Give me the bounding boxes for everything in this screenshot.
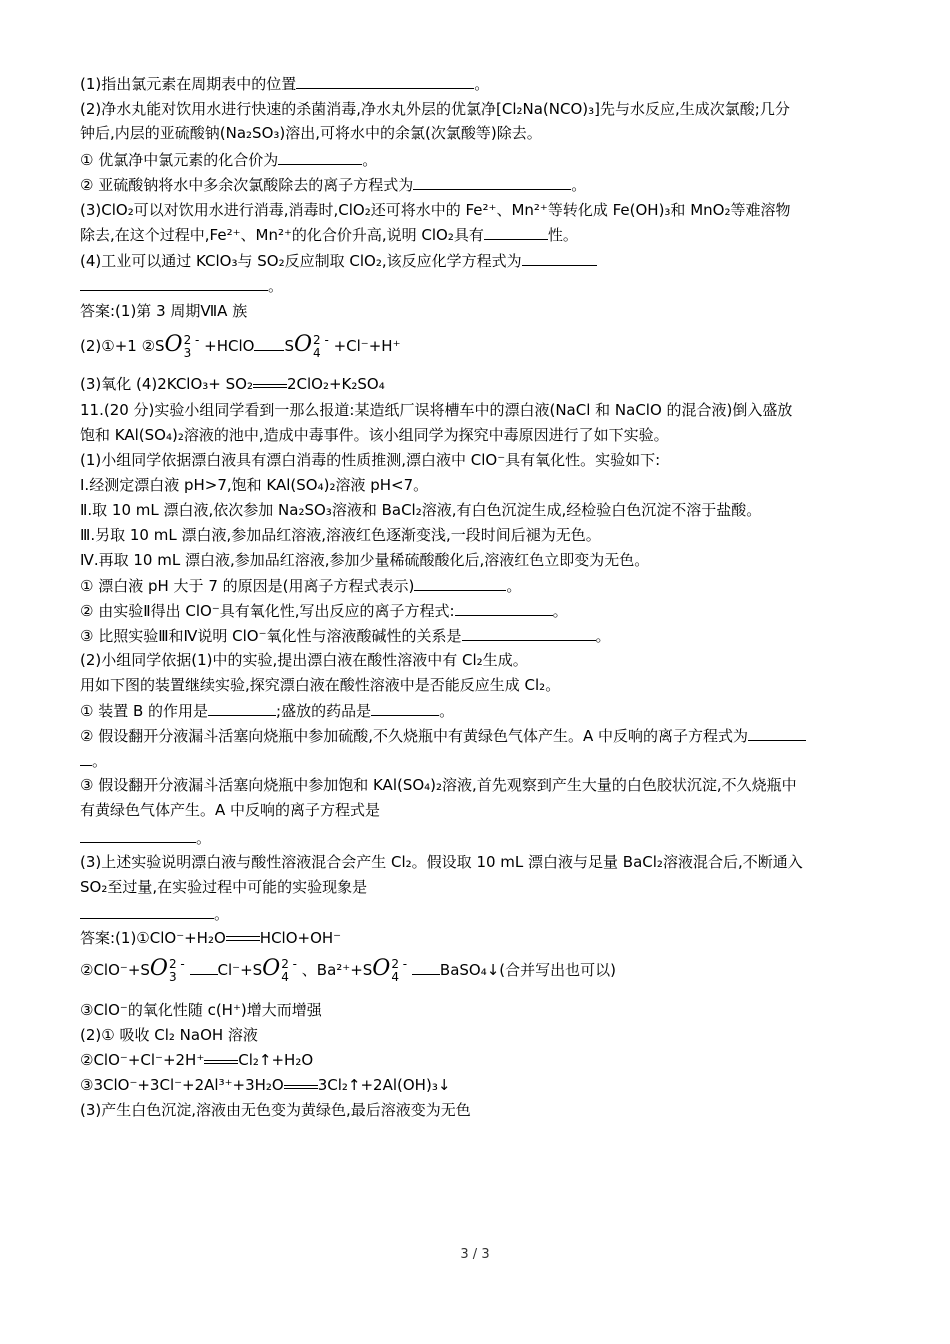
question-4: (4)工业可以通过 KClO₃与 SO₂反应制取 ClO₂,该反应化学方程式为 [80, 249, 882, 272]
problem-11-part-3-line-1: (3)上述实验说明漂白液与酸性溶液混合会产生 Cl₂。假设取 10 mL 漂白液与足量 BaCl₂溶液混合后,不断通入 [80, 853, 803, 871]
answer-3: (3)氧化 (4)2KClO₃+ SO₂ 2ClO₂+K₂SO₄ [80, 375, 385, 393]
problem-11-line-1: 11.(20 分)实验小组同学看到一那么报道:某造纸厂误将槽车中的漂白液(NaCl 和 NaClO 的混合液)倒入盛放 [80, 401, 793, 419]
problem-11-part-2: (2)小组同学依据(1)中的实验,提出漂白液在酸性溶液中有 Cl₂生成。 [80, 651, 528, 669]
task-1: ① 装置 B 的作用是 ;盛放的药品是 。 [80, 699, 882, 722]
answer-2: (2)①+1 ②SO 2 - 3 +HClO SO 2 - 4 +Cl⁻+H⁺ [80, 332, 401, 360]
answer-11-2: ②ClO⁻+SO 2 - 3 Cl⁻+SO 2 - 4 、Ba²⁺+SO 2 - 4 BaSO₄↓(合并写出也可以) [80, 956, 617, 984]
answer-11-5: ②ClO⁻+Cl⁻+2H⁺ Cl₂↑+H₂O [80, 1051, 314, 1069]
experiment-1: Ⅰ.经测定漂白液 pH>7,饱和 KAl(SO₄)₂溶液 pH<7。 [80, 476, 429, 494]
answer-11-7: (3)产生白色沉淀,溶液由无色变为黄绿色,最后溶液变为无色 [80, 1101, 471, 1119]
answer-11-6: ③3ClO⁻+3Cl⁻+2Al³⁺+3H₂O 3Cl₂↑+2Al(OH)₃↓ [80, 1076, 451, 1094]
answer-1: 答案:(1)第 3 周期ⅦA 族 [80, 302, 248, 320]
sub-question-2: ② 由实验Ⅱ得出 ClO⁻具有氧化性,写出反应的离子方程式: 。 [80, 599, 882, 622]
question-3-line-2: 除去,在这个过程中,Fe²⁺、Mn²⁺的化合价升高,说明 ClO₂具有 性。 [80, 223, 882, 246]
task-3-line-1: ③ 假设翻开分液漏斗活塞向烧瓶中参加饱和 KAl(SO₄)₂溶液,首先观察到产生大量的白色胶状沉淀,不久烧瓶中 [80, 776, 797, 794]
answer-11-4: (2)① 吸收 Cl₂ NaOH 溶液 [80, 1026, 258, 1044]
page-number: 3 / 3 [460, 1247, 490, 1262]
part-3-blank: 。 [80, 902, 882, 925]
problem-11-part-2-line-2: 用如下图的装置继续实验,探究漂白液在酸性溶液中是否能反应生成 Cl₂。 [80, 676, 561, 694]
experiment-2: Ⅱ.取 10 mL 漂白液,依次参加 Na₂SO₃溶液和 BaCl₂溶液,有白色沉淀生成,经检验白色沉淀不溶于盐酸。 [80, 501, 762, 519]
question-1: (1)指出氯元素在周期表中的位置 。 [80, 72, 882, 95]
task-2-blank: 。 [80, 749, 882, 772]
experiment-4: Ⅳ.再取 10 mL 漂白液,参加品红溶液,参加少量稀硫酸酸化后,溶液红色立即变为无色。 [80, 551, 650, 569]
task-3-line-2: 有黄绿色气体产生。A 中反响的离子方程式是 [80, 801, 381, 819]
question-4-blank: 。 [80, 274, 882, 297]
answer-11-3: ③ClO⁻的氧化性随 c(H⁺)增大而增强 [80, 1001, 322, 1019]
question-2-1: ① 优氯净中氯元素的化合价为 。 [80, 148, 882, 171]
question-2-2: ② 亚硫酸钠将水中多余次氯酸除去的离子方程式为 。 [80, 173, 882, 196]
problem-11-part-3-line-2: SO₂至过量,在实验过程中可能的实验现象是 [80, 878, 368, 896]
question-3-line-1: (3)ClO₂可以对饮用水进行消毒,消毒时,ClO₂还可将水中的 Fe²⁺、Mn²⁺等转化成 Fe(OH)₃和 MnO₂等难溶物 [80, 201, 791, 219]
question-2-line-1: (2)净水丸能对饮用水进行快速的杀菌消毒,净水丸外层的优氯净[Cl₂Na(NCO)₃]先与水反应,生成次氯酸;几分 [80, 100, 790, 118]
task-3-blank: 。 [80, 826, 882, 849]
problem-11-part-1: (1)小组同学依据漂白液具有漂白消毒的性质推测,漂白液中 ClO⁻具有氧化性。实验如下: [80, 451, 661, 469]
question-2-line-2: 钟后,内层的亚硫酸钠(Na₂SO₃)溶出,可将水中的余氯(次氯酸等)除去。 [80, 124, 542, 142]
answer-11-1: 答案:(1)①ClO⁻+H₂O HClO+OH⁻ [80, 929, 342, 947]
task-2: ② 假设翻开分液漏斗活塞向烧瓶中参加硫酸,不久烧瓶中有黄绿色气体产生。A 中反响的离子方程式为 [80, 724, 882, 747]
experiment-3: Ⅲ.另取 10 mL 漂白液,参加品红溶液,溶液红色逐渐变浅,一段时间后褪为无色。 [80, 526, 601, 544]
sub-question-3: ③ 比照实验Ⅲ和Ⅳ说明 ClO⁻氧化性与溶液酸碱性的关系是 。 [80, 624, 882, 647]
sub-question-1: ① 漂白液 pH 大于 7 的原因是(用离子方程式表示) 。 [80, 574, 882, 597]
problem-11-line-2: 饱和 KAl(SO₄)₂溶液的池中,造成中毒事件。该小组同学为探究中毒原因进行了如下实验。 [80, 426, 669, 444]
